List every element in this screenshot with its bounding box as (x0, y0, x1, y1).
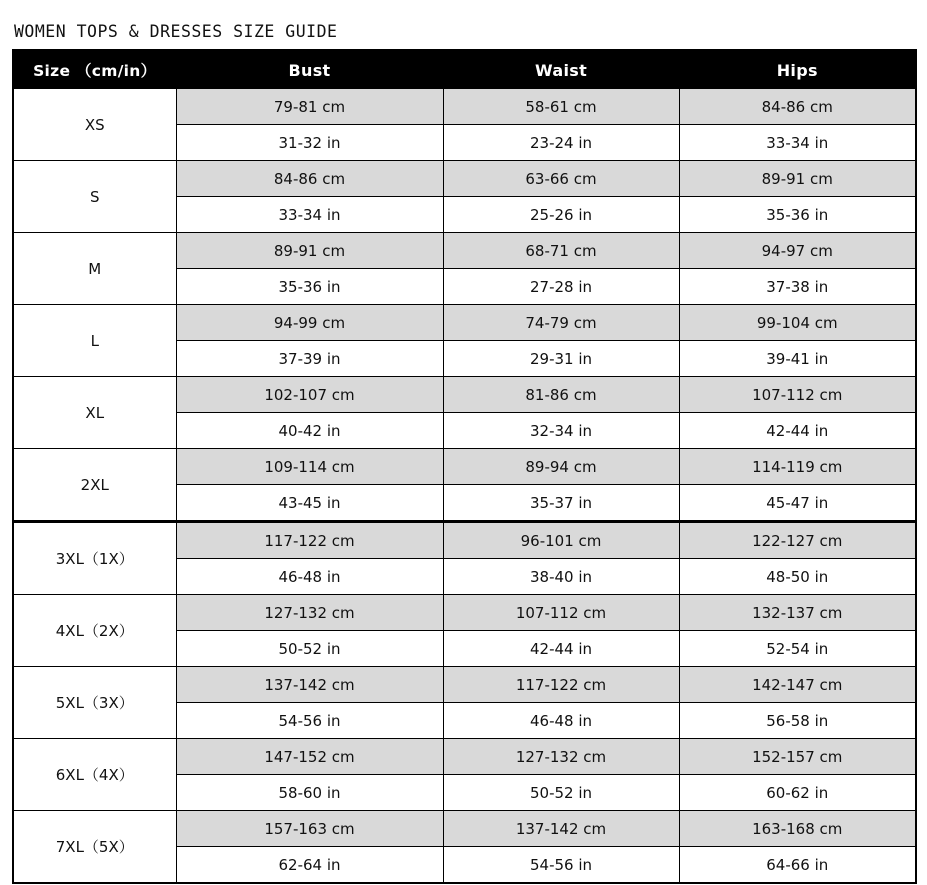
cell-hips-in: 39-41 in (679, 341, 916, 377)
cell-hips-cm: 152-157 cm (679, 739, 916, 775)
table-row (13, 811, 916, 847)
cell-bust-cm: 94-99 cm (176, 305, 443, 341)
column-header-hips: Hips (679, 50, 916, 89)
cell-bust-cm: 109-114 cm (176, 449, 443, 485)
cell-waist-cm: 81-86 cm (443, 377, 679, 413)
cell-bust-in: 58-60 in (176, 775, 443, 811)
cell-waist-in: 25-26 in (443, 197, 679, 233)
cell-bust-cm: 127-132 cm (176, 595, 443, 631)
cell-waist-in: 35-37 in (443, 485, 679, 522)
cell-bust-cm: 117-122 cm (176, 522, 443, 559)
cell-hips-in: 42-44 in (679, 413, 916, 449)
cell-size: S (13, 161, 176, 233)
cell-size: 4XL（2X） (13, 595, 176, 667)
cell-bust-in: 40-42 in (176, 413, 443, 449)
table-header-row (13, 50, 916, 89)
cell-bust-in: 37-39 in (176, 341, 443, 377)
cell-size: 6XL（4X） (13, 739, 176, 811)
cell-hips-in: 33-34 in (679, 125, 916, 161)
table-row (13, 667, 916, 703)
cell-size: 5XL（3X） (13, 667, 176, 739)
cell-bust-cm: 102-107 cm (176, 377, 443, 413)
size-guide-table (12, 49, 917, 884)
cell-bust-in: 54-56 in (176, 703, 443, 739)
cell-bust-in: 62-64 in (176, 847, 443, 884)
table-row (13, 161, 916, 197)
cell-hips-in: 48-50 in (679, 559, 916, 595)
cell-bust-in: 46-48 in (176, 559, 443, 595)
cell-hips-cm: 132-137 cm (679, 595, 916, 631)
cell-hips-cm: 142-147 cm (679, 667, 916, 703)
cell-hips-cm: 94-97 cm (679, 233, 916, 269)
cell-waist-cm: 137-142 cm (443, 811, 679, 847)
cell-waist-in: 38-40 in (443, 559, 679, 595)
cell-hips-cm: 114-119 cm (679, 449, 916, 485)
cell-hips-cm: 99-104 cm (679, 305, 916, 341)
cell-bust-cm: 89-91 cm (176, 233, 443, 269)
cell-waist-in: 29-31 in (443, 341, 679, 377)
cell-size: L (13, 305, 176, 377)
cell-hips-in: 37-38 in (679, 269, 916, 305)
cell-hips-in: 52-54 in (679, 631, 916, 667)
cell-waist-in: 46-48 in (443, 703, 679, 739)
cell-hips-cm: 163-168 cm (679, 811, 916, 847)
cell-bust-cm: 84-86 cm (176, 161, 443, 197)
table-row (13, 522, 916, 559)
cell-waist-cm: 58-61 cm (443, 89, 679, 125)
cell-waist-cm: 127-132 cm (443, 739, 679, 775)
table-row (13, 377, 916, 413)
cell-size: M (13, 233, 176, 305)
cell-bust-cm: 147-152 cm (176, 739, 443, 775)
cell-hips-in: 56-58 in (679, 703, 916, 739)
cell-waist-in: 23-24 in (443, 125, 679, 161)
table-row (13, 233, 916, 269)
page-title: WOMEN TOPS & DRESSES SIZE GUIDE (14, 22, 338, 41)
cell-size: 7XL（5X） (13, 811, 176, 884)
cell-waist-cm: 117-122 cm (443, 667, 679, 703)
cell-waist-in: 42-44 in (443, 631, 679, 667)
cell-size: 3XL（1X） (13, 522, 176, 595)
cell-waist-in: 27-28 in (443, 269, 679, 305)
cell-size: XL (13, 377, 176, 449)
cell-hips-in: 60-62 in (679, 775, 916, 811)
table-body (13, 89, 916, 883)
cell-hips-in: 64-66 in (679, 847, 916, 884)
cell-waist-in: 54-56 in (443, 847, 679, 884)
cell-waist-in: 32-34 in (443, 413, 679, 449)
table-row (13, 449, 916, 485)
column-header-waist: Waist (443, 50, 679, 89)
cell-hips-cm: 89-91 cm (679, 161, 916, 197)
cell-bust-cm: 79-81 cm (176, 89, 443, 125)
cell-waist-in: 50-52 in (443, 775, 679, 811)
table-row (13, 89, 916, 125)
cell-hips-cm: 84-86 cm (679, 89, 916, 125)
column-header-bust: Bust (176, 50, 443, 89)
table-row (13, 595, 916, 631)
cell-hips-cm: 107-112 cm (679, 377, 916, 413)
cell-bust-in: 31-32 in (176, 125, 443, 161)
cell-bust-cm: 137-142 cm (176, 667, 443, 703)
cell-bust-in: 33-34 in (176, 197, 443, 233)
column-header-size: Size （cm/in） (13, 50, 176, 89)
cell-size: XS (13, 89, 176, 161)
cell-bust-in: 35-36 in (176, 269, 443, 305)
cell-hips-in: 35-36 in (679, 197, 916, 233)
cell-waist-cm: 96-101 cm (443, 522, 679, 559)
cell-size: 2XL (13, 449, 176, 522)
cell-bust-in: 43-45 in (176, 485, 443, 522)
table-header (13, 50, 916, 89)
table-row (13, 739, 916, 775)
cell-bust-in: 50-52 in (176, 631, 443, 667)
cell-waist-cm: 89-94 cm (443, 449, 679, 485)
cell-waist-cm: 63-66 cm (443, 161, 679, 197)
cell-waist-cm: 107-112 cm (443, 595, 679, 631)
cell-bust-cm: 157-163 cm (176, 811, 443, 847)
cell-waist-cm: 68-71 cm (443, 233, 679, 269)
cell-waist-cm: 74-79 cm (443, 305, 679, 341)
table-row (13, 305, 916, 341)
cell-hips-cm: 122-127 cm (679, 522, 916, 559)
cell-hips-in: 45-47 in (679, 485, 916, 522)
